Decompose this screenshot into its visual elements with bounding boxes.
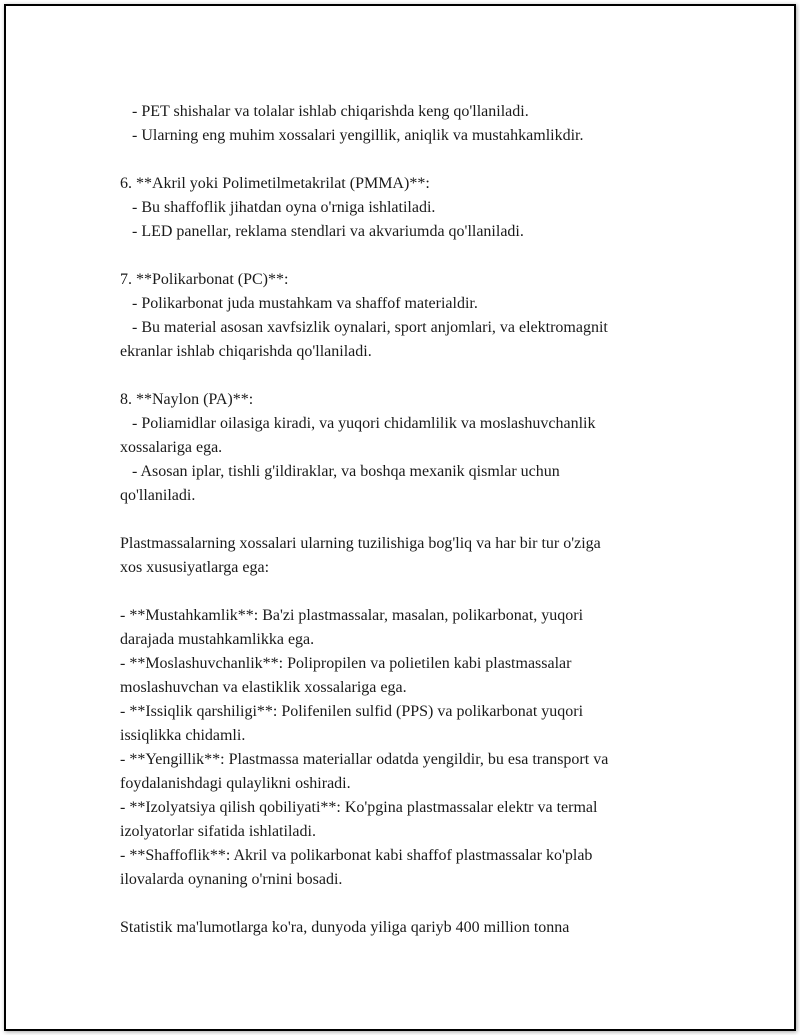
text-line: xos xususiyatlarga ega: (120, 559, 270, 576)
text-line: darajada mustahkamlikka ega. (120, 631, 315, 648)
text-line: 8. **Naylon (PA)**: (120, 391, 254, 408)
text-block (120, 604, 700, 892)
text-line: foydalanishdagi qulaylikni oshiradi. (120, 775, 351, 792)
paragraph-gap (120, 580, 700, 604)
text-line: - Poliamidlar oilasiga kiradi, va yuqori chidamlilik va moslashuvchanlik (120, 415, 596, 432)
text-block (120, 388, 700, 508)
text-line: - Bu material asosan xavfsizlik oynalari, sport anjomlari, va elektromagnit (120, 319, 608, 336)
text-line: Statistik ma'lumotlarga ko'ra, dunyoda yiliga qariyb 400 million tonna (120, 919, 570, 936)
text-line: - **Shaffoflik**: Akril va polikarbonat kabi shaffof plastmassalar ko'plab (120, 847, 593, 864)
text-line: moslashuvchan va elastiklik xossalariga ega. (120, 679, 407, 696)
document-page (4, 4, 796, 1031)
paragraph-gap (120, 508, 700, 532)
paragraph-gap (120, 244, 700, 268)
text-line: 6. **Akril yoki Polimetilmetakrilat (PMMA)**: (120, 175, 430, 192)
document-body (120, 100, 700, 940)
text-block (120, 532, 700, 580)
text-line: qo'llaniladi. (120, 487, 196, 504)
text-block (120, 268, 700, 364)
paragraph-gap (120, 364, 700, 388)
text-line: - Polikarbonat juda mustahkam va shaffof materialdir. (120, 295, 478, 312)
paragraph-gap (120, 148, 700, 172)
text-line: - **Mustahkamlik**: Ba'zi plastmassalar, masalan, polikarbonat, yuqori (120, 607, 584, 624)
text-block (120, 916, 700, 940)
text-line: - LED panellar, reklama stendlari va akvariumda qo'llaniladi. (120, 223, 524, 240)
text-line: 7. **Polikarbonat (PC)**: (120, 271, 289, 288)
text-line: - Asosan iplar, tishli g'ildiraklar, va boshqa mexanik qismlar uchun (120, 463, 560, 480)
text-line: - **Izolyatsiya qilish qobiliyati**: Ko'pgina plastmassalar elektr va termal (120, 799, 598, 816)
text-line: xossalariga ega. (120, 439, 223, 456)
text-block (120, 172, 700, 244)
text-line: - **Yengillik**: Plastmassa materiallar odatda yengildir, bu esa transport va (120, 751, 609, 768)
text-line: - **Moslashuvchanlik**: Polipropilen va polietilen kabi plastmassalar (120, 655, 572, 672)
text-line: Plastmassalarning xossalari ularning tuzilishiga bog'liq va har bir tur o'ziga (120, 535, 601, 552)
text-line: - **Issiqlik qarshiligi**: Polifenilen sulfid (PPS) va polikarbonat yuqori (120, 703, 584, 720)
text-line: - PET shishalar va tolalar ishlab chiqarishda keng qo'llaniladi. (120, 103, 529, 120)
text-line: ilovalarda oynaning o'rnini bosadi. (120, 871, 343, 888)
text-line: ekranlar ishlab chiqarishda qo'llaniladi. (120, 343, 372, 360)
text-line: - Ularning eng muhim xossalari yengillik, aniqlik va mustahkamlikdir. (120, 127, 584, 144)
text-line: issiqlikka chidamli. (120, 727, 246, 744)
paragraph-gap (120, 892, 700, 916)
text-line: izolyatorlar sifatida ishlatiladi. (120, 823, 316, 840)
text-line: - Bu shaffoflik jihatdan oyna o'rniga ishlatiladi. (120, 199, 436, 216)
text-block (120, 100, 700, 148)
